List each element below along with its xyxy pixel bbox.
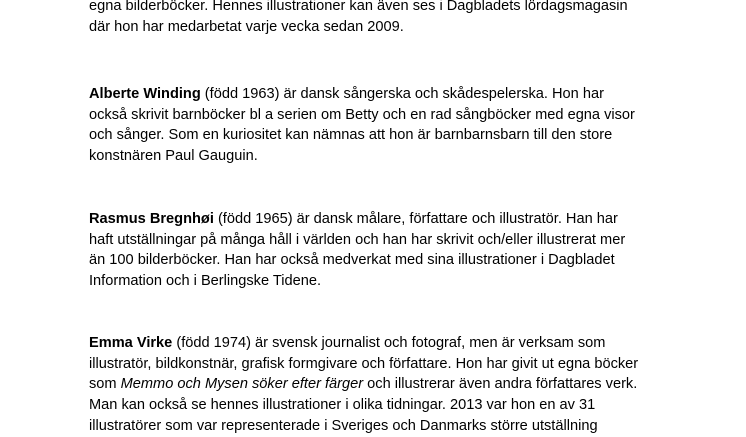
text-segment: (född 1963) är dansk sångerska och skådespelerska. Hon har bbox=[200, 86, 604, 102]
person-name: Rasmus Bregnhøi bbox=[89, 211, 214, 227]
person-name: Emma Virke bbox=[89, 335, 173, 351]
text-line: konstnären Paul Gauguin. bbox=[89, 148, 258, 165]
text-line bbox=[89, 374, 689, 395]
text-segment: och illustrerar även andra författares verk. bbox=[363, 376, 638, 393]
paragraph-rasmus-bregnhoi bbox=[89, 209, 689, 292]
text-line: illustratör, bildkonstnär, grafisk formgivare och författare. Hon har givit ut egna böcker bbox=[89, 355, 639, 372]
text-segment: (född 1965) är dansk målare, författare och illustratör. Han har bbox=[213, 211, 618, 227]
person-name: Alberte Winding bbox=[89, 86, 201, 102]
text-segment: som bbox=[89, 376, 121, 393]
text-line: än 100 bilderböcker. Han har också medverkat med sina illustrationer i Dagbladet bbox=[89, 252, 615, 269]
text-line: Man kan också se hennes illustrationer i olika tidningar. 2013 var hon en av 31 bbox=[89, 397, 596, 414]
text-line bbox=[89, 333, 689, 354]
book-title: Memmo och Mysen söker efter färger bbox=[120, 376, 364, 393]
paragraph-alberte-winding bbox=[89, 84, 689, 167]
text-line bbox=[89, 84, 689, 105]
text-line bbox=[89, 209, 689, 230]
text-line: och sånger. Som en kuriositet kan nämnas att hon är barnbarnsbarn till den store bbox=[89, 127, 613, 144]
text-line: också skrivit barnböcker bl a serien om Betty och en rad sångböcker med egna visor bbox=[89, 106, 635, 123]
text-segment: (född 1974) är svensk journalist och fotograf, men är verksam som bbox=[172, 335, 606, 351]
text-line: där hon har medarbetat varje vecka sedan 2009. bbox=[89, 18, 404, 35]
paragraph-intro-continuation bbox=[89, 0, 689, 37]
text-line: Information och i Berlingske Tidene. bbox=[89, 273, 322, 290]
text-line: haft utställningar på många håll i världen och han har skrivit och/eller illustrerat mer bbox=[89, 231, 626, 248]
paragraph-emma-virke bbox=[89, 333, 689, 437]
text-line: egna bilderböcker. Hennes illustrationer kan även ses i Dagbladets lördagsmagasin bbox=[89, 0, 628, 14]
text-line-cut-off: illustratörer som var representerade i Sveriges och Danmarks större utställning bbox=[89, 417, 598, 434]
